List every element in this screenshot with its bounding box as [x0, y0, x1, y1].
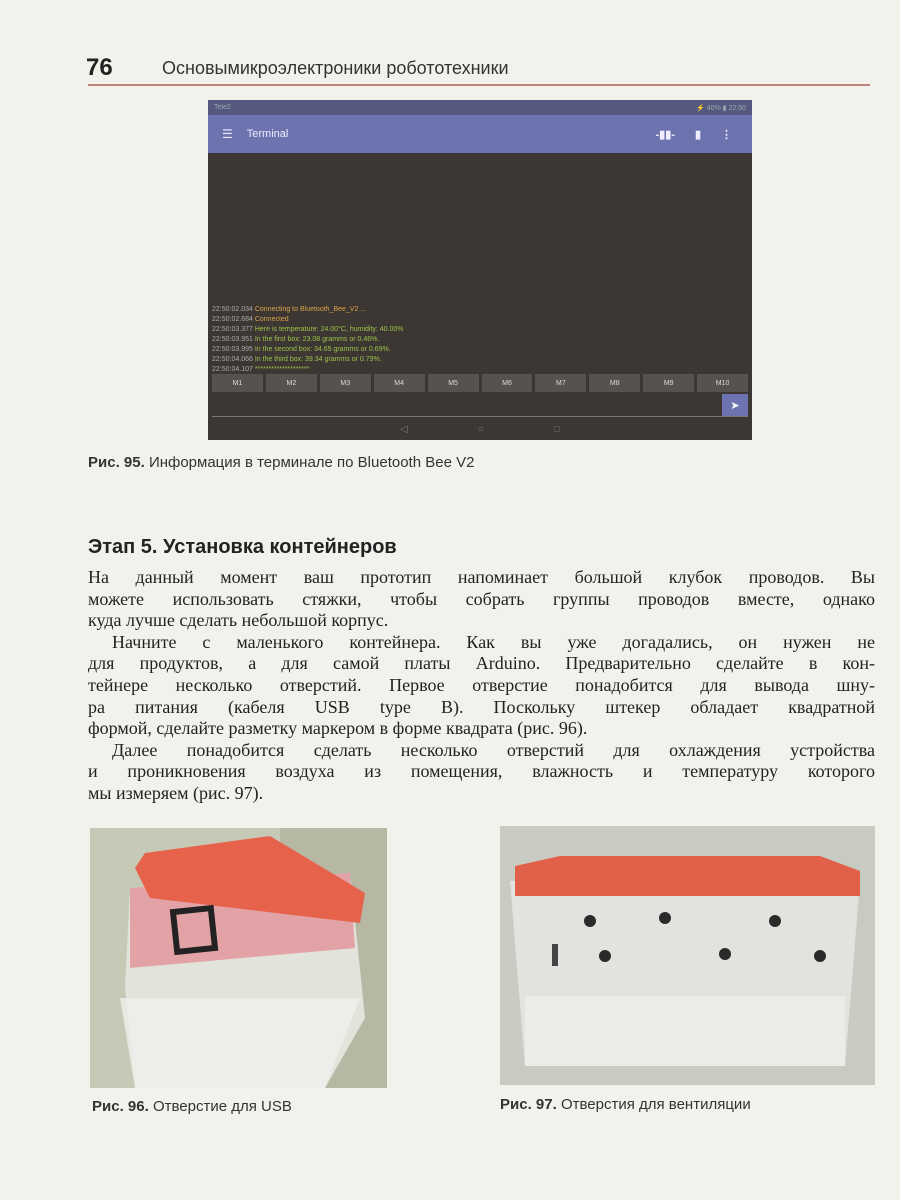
log-timestamp: 22:50:03.951 — [212, 336, 253, 343]
text-line: для продуктов, а для самой платы Arduino. Предварительно сделайте в кон- — [88, 653, 875, 674]
plug-icon[interactable]: -▮▮- — [655, 128, 675, 141]
app-title: Terminal — [246, 128, 289, 140]
macro-button[interactable]: M9 — [643, 374, 694, 392]
caption-text: Информация в терминале по Bluetooth Bee V2 — [148, 454, 475, 471]
log-timestamp: 22:50:03.377 — [212, 326, 253, 333]
back-icon[interactable]: ◁ — [400, 423, 408, 435]
log-line — [212, 355, 404, 365]
log-timestamp: 22:50:03.995 — [212, 346, 253, 353]
figure-96-caption — [92, 1098, 292, 1115]
macro-button[interactable]: M1 — [212, 374, 263, 392]
log-line — [212, 325, 404, 335]
macro-button[interactable]: M4 — [374, 374, 425, 392]
text-line: и проникновения воздуха из помещения, влажность и температуру которого — [88, 761, 875, 782]
log-message: ******************** — [254, 366, 310, 373]
figure-96-photo — [90, 828, 387, 1088]
body-text — [88, 567, 875, 805]
log-message: In the second box: 34.65 gramms or 0.69%. — [254, 346, 391, 353]
caption-text: Отверстие для USB — [152, 1098, 292, 1115]
section-title: Этап 5. Установка контейнеров — [88, 536, 397, 558]
macro-button[interactable]: M7 — [535, 374, 586, 392]
terminal-log — [212, 305, 404, 375]
text-line: формой, сделайте разметку маркером в форме квадрата (рис. 96). — [88, 718, 588, 739]
log-message: Connected — [254, 316, 289, 323]
macro-button[interactable]: M6 — [482, 374, 533, 392]
send-icon[interactable]: ➤ — [722, 394, 748, 416]
recents-icon[interactable]: □ — [553, 423, 560, 435]
hamburger-icon[interactable]: ☰ — [222, 127, 233, 141]
log-message: In the third box: 39.34 gramms or 0.79%. — [254, 356, 382, 363]
status-bar — [208, 100, 752, 115]
caption-label: Рис. 96. — [92, 1098, 149, 1115]
android-nav-bar — [208, 418, 752, 440]
trash-icon[interactable]: ▮ — [694, 128, 701, 141]
text-line: Начните с маленького контейнера. Как вы уже догадались, он нужен не — [112, 631, 875, 652]
text-line: тейнере несколько отверстий. Первое отверстие понадобится для вывода шну- — [88, 674, 875, 695]
more-vertical-icon[interactable]: ⋮ — [721, 128, 732, 141]
status-icons: ⚡ 40% ▮ 22:50 — [696, 104, 746, 112]
app-bar — [208, 115, 752, 153]
send-input[interactable] — [212, 394, 748, 417]
home-icon[interactable]: ○ — [477, 423, 484, 435]
paragraph — [88, 632, 875, 740]
macro-button[interactable]: M10 — [697, 374, 748, 392]
log-timestamp: 22:50:04.107 — [212, 366, 253, 373]
terminal-screenshot — [208, 100, 752, 440]
text-line: мы измеряем (рис. 97). — [88, 782, 264, 803]
figure-95-caption — [88, 454, 474, 471]
log-line — [212, 345, 404, 355]
macro-button[interactable]: M8 — [589, 374, 640, 392]
log-message: Connecting to Bluetooth_Bee_V2 ... — [254, 306, 367, 313]
paragraph — [88, 567, 875, 632]
log-message: Here is temperature: 24.00°C, humidity: 40.00% — [254, 326, 404, 333]
text-line: куда лучше сделать небольшой корпус. — [88, 610, 389, 631]
caption-text: Отверстия для вентиляции — [560, 1096, 751, 1113]
macro-button[interactable]: M3 — [320, 374, 371, 392]
macro-button[interactable]: M2 — [266, 374, 317, 392]
carrier: Tele2 — [214, 104, 231, 111]
paragraph — [88, 740, 875, 805]
caption-label: Рис. 95. — [88, 454, 145, 471]
running-header: Основымикроэлектроники робототехники — [162, 58, 509, 78]
log-timestamp: 22:50:02.684 — [212, 316, 253, 323]
log-timestamp: 22:50:02.034 — [212, 306, 253, 313]
header-rule — [88, 84, 870, 86]
log-line — [212, 335, 404, 345]
page-number: 76 — [86, 54, 113, 81]
log-line — [212, 305, 404, 315]
caption-label: Рис. 97. — [500, 1096, 557, 1113]
text-line: можете использовать стяжки, чтобы собрать группы проводов вместе, однако — [88, 588, 875, 609]
figure-97-caption — [500, 1096, 751, 1113]
macro-button[interactable]: M5 — [428, 374, 479, 392]
text-line: ра питания (кабеля USB type B). Поскольку штекер обладает квадратной — [88, 696, 875, 717]
figure-97-photo — [500, 826, 875, 1085]
text-line: Далее понадобится сделать несколько отверстий для охлаждения устройства — [112, 739, 875, 760]
log-line — [212, 315, 404, 325]
macro-buttons — [212, 374, 748, 392]
log-message: In the first box: 23.08 gramms or 0.46%. — [254, 336, 380, 343]
log-timestamp: 22:50:04.066 — [212, 356, 253, 363]
text-line: На данный момент ваш прототип напоминает большой клубок проводов. Вы — [88, 567, 875, 587]
